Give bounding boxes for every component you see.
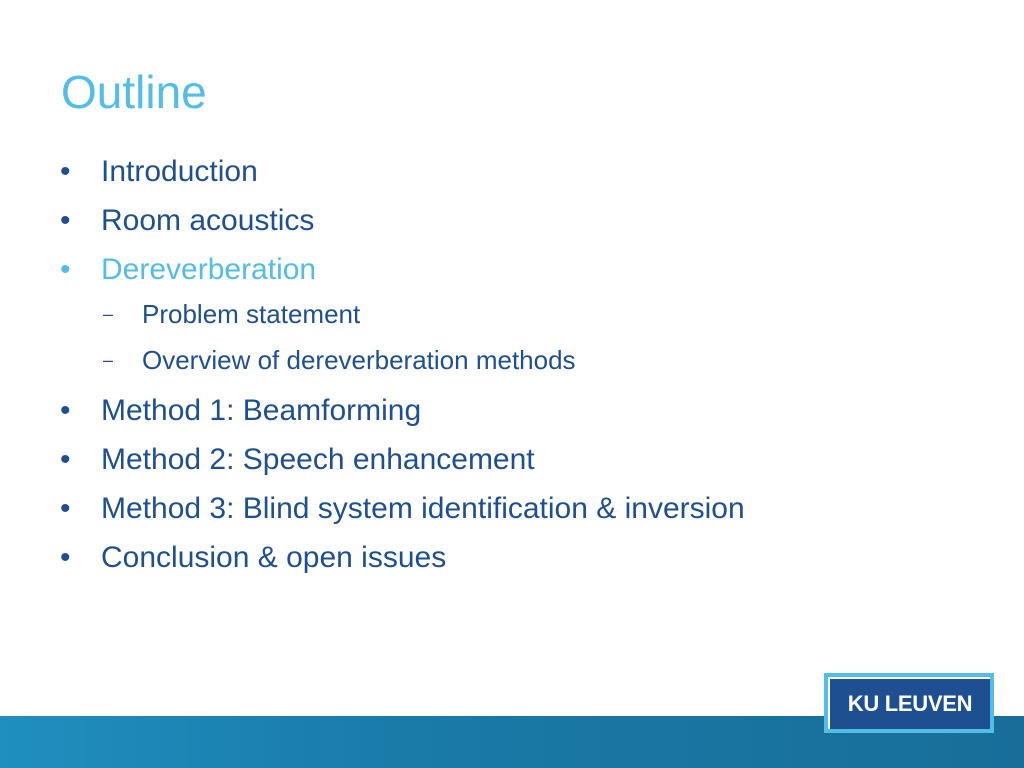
bullet-marker: • — [60, 204, 71, 237]
outline-item-method-2 — [0, 436, 1024, 485]
outline-item-room-acoustics — [0, 197, 1024, 246]
outline-item-label: Dereverberation — [101, 253, 317, 286]
outline-item-method-1 — [0, 387, 1024, 436]
outline-item-method-3 — [0, 485, 1024, 534]
bullet-marker: • — [60, 155, 71, 188]
outline-item-label: Introduction — [101, 155, 258, 188]
slide-title: Outline — [61, 66, 207, 118]
bullet-marker: • — [60, 443, 71, 476]
outline-item-label: Method 1: Beamforming — [101, 394, 422, 427]
bullet-marker: • — [60, 541, 71, 574]
bullet-marker: • — [60, 253, 71, 286]
outline-item-label: Method 2: Speech enhancement — [101, 443, 535, 476]
outline-item-conclusion — [0, 534, 1024, 583]
dash-marker: – — [103, 350, 114, 370]
ku-leuven-logo — [824, 673, 994, 733]
bullet-marker: • — [60, 394, 71, 427]
outline-item-label: Problem statement — [142, 299, 361, 329]
logo-text: KU LEUVEN — [847, 691, 973, 716]
outline-subitem-problem-statement — [0, 295, 1024, 341]
outline-item-label: Conclusion & open issues — [101, 541, 447, 574]
outline-item-introduction — [0, 148, 1024, 197]
outline-item-label: Method 3: Blind system identification & inversion — [101, 492, 745, 525]
outline-list — [0, 148, 1024, 583]
outline-item-label: Room acoustics — [101, 204, 315, 237]
dash-marker: – — [103, 304, 114, 324]
outline-item-label: Overview of dereverberation methods — [142, 345, 576, 375]
logo-plate — [828, 677, 990, 729]
outline-subitem-overview-methods — [0, 341, 1024, 387]
bullet-marker: • — [60, 492, 71, 525]
outline-item-dereverberation — [0, 246, 1024, 295]
